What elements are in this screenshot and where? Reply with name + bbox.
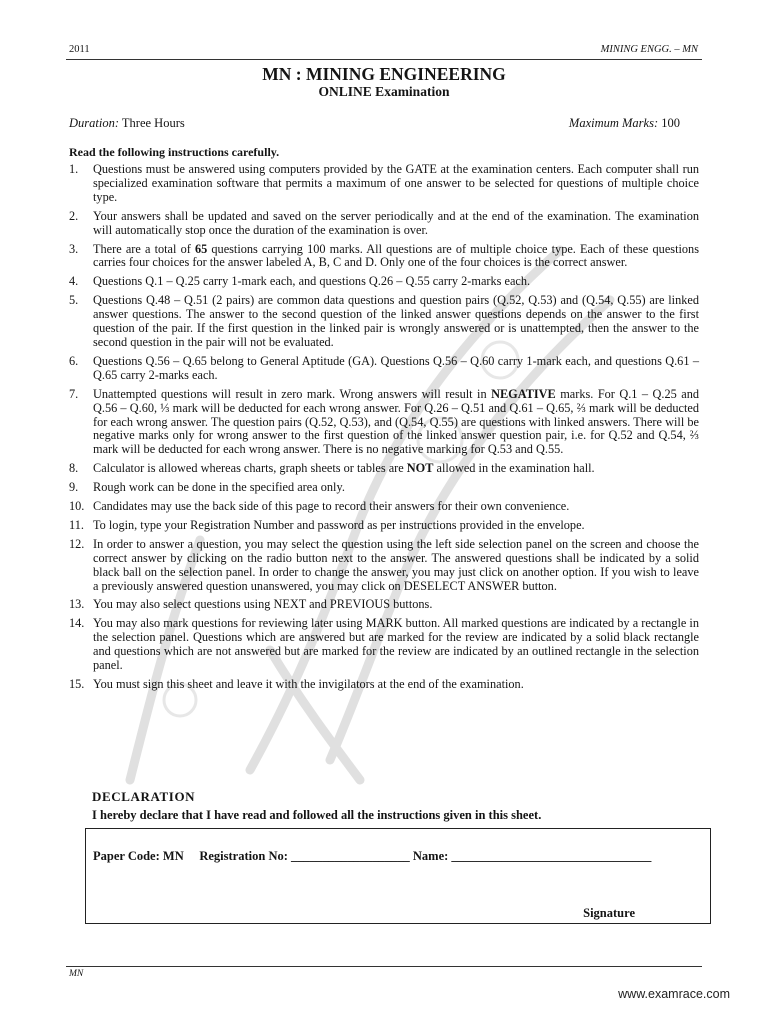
instruction-number: 2.	[69, 208, 79, 223]
instruction-number: 1.	[69, 162, 79, 176]
instruction-item	[69, 538, 699, 594]
instruction-text: Questions Q.1 – Q.25 carry 1-mark each, and questions Q.26 – Q.55 carry 2-marks each.	[93, 274, 531, 289]
instruction-number: 13.	[69, 597, 85, 612]
instruction-emphasis: 65	[194, 241, 208, 256]
instruction-number: 14.	[69, 616, 85, 631]
instruction-emphasis: NOT	[406, 461, 434, 476]
instruction-item	[69, 500, 699, 514]
instruction-item	[69, 243, 699, 271]
instruction-item	[69, 678, 699, 692]
instruction-text: Rough work can be done in the specified area only.	[93, 480, 345, 495]
declaration-box	[85, 828, 711, 924]
declaration-text: I hereby declare that I have read and followed all the instructions given in this sheet.	[92, 808, 542, 822]
page-subtitle: ONLINE Examination	[318, 84, 450, 99]
instruction-number: 12.	[69, 536, 85, 551]
marks-value: 100	[658, 116, 680, 130]
instruction-text: Questions must be answered using computers provided by the GATE at the examination centers. Each computer shall run specialized examination software that permits a maximum of one answer to be selected for questions of multiple choice type.	[93, 162, 699, 204]
instruction-number: 7.	[69, 386, 79, 401]
instruction-number: 11.	[69, 517, 84, 532]
instruction-number: 9.	[69, 480, 79, 495]
footer-website: www.examrace.com	[618, 987, 730, 1001]
registration-field: Registration No: ___________________	[199, 849, 410, 863]
instruction-text: allowed in the examination hall.	[433, 461, 595, 476]
paper-code: Paper Code: MN	[93, 849, 184, 863]
instruction-item	[69, 519, 699, 533]
instruction-text: Calculator is allowed whereas charts, graph sheets or tables are	[93, 461, 407, 476]
instruction-text: You may also mark questions for reviewing later using MARK button. All marked questions are indicated by a rectangle in the selection panel. Questions which are answered but are marked for the review are indicated by a solid black rectangle and questions which are not answered but are marked for the review are indicated by an outlined rectangle in the selection panel.	[93, 616, 699, 673]
instruction-text: In order to answer a question, you may select the question using the left side selection panel on the screen and choose the correct answer by clicking on the radio button next to the answer. The answered questions shall be indicated by a solid black ball on the selection panel. In order to change the answer, you may just click on another option. If you wish to leave a previously answered question unanswered, you may click on DESELECT ANSWER button.	[93, 536, 699, 593]
instruction-item	[69, 210, 699, 238]
duration	[69, 116, 185, 131]
instruction-number: 5.	[69, 293, 79, 308]
declaration-heading: DECLARATION	[92, 789, 196, 804]
signature-label: Signature	[583, 906, 635, 920]
instruction-item	[69, 388, 699, 458]
header-paper: MINING ENGG. – MN	[600, 44, 698, 55]
instruction-text: Questions Q.56 – Q.65 belong to General Aptitude (GA). Questions Q.56 – Q.60 carry 1-mark each, and questions Q.61 – Q.65 carry 2-marks each.	[93, 353, 699, 382]
instruction-text: marks. For Q.1 – Q.25 and Q.56 – Q.60, ⅓ mark will be deducted for each wrong answer. For Q.26 – Q.51 and Q.61 – Q.65, ⅔ mark will be deducted for each wrong answer. The question pairs (Q.52, Q.53), and (Q.54, Q.55) are questions with linked answers. There will be negative marks only for wrong answer to the first question of the linked answer question pair, i.e. for Q.52 and Q.54, ⅔ mark will be deducted for each wrong answer. There is no negative marking for Q.53 and Q.55.	[93, 386, 699, 457]
instruction-text: To login, type your Registration Number and password as per instructions provided in the envelope.	[93, 517, 585, 532]
instruction-item	[69, 598, 699, 612]
marks-label: Maximum Marks:	[568, 116, 659, 130]
instruction-emphasis: NEGATIVE	[491, 386, 556, 401]
instruction-item	[69, 481, 699, 495]
instruction-text: Questions Q.48 – Q.51 (2 pairs) are common data questions and question pairs (Q.52, Q.53) and (Q.54, Q.55) are linked answer questions. The answer to the second question of the linked answer questions depends on the answer to the first question of the pair. If the first question in the linked pair is wrongly answered or is unattempted, then the answer to the second question in the pair will not be evaluated.	[93, 293, 699, 349]
instruction-number: 4.	[69, 274, 79, 289]
instructions-list	[69, 163, 699, 697]
instruction-number: 6.	[69, 353, 79, 368]
instruction-number: 10.	[69, 499, 85, 514]
header-year: 2011	[69, 44, 90, 55]
instruction-item	[69, 355, 699, 383]
instruction-text: Candidates may use the back side of this page to record their answers for their own convenience.	[93, 499, 570, 514]
instruction-number: 3.	[69, 241, 79, 256]
instruction-item	[69, 617, 699, 673]
instruction-text: Unattempted questions will result in zero mark. Wrong answers will result in	[93, 386, 492, 401]
instruction-item	[69, 462, 699, 476]
candidate-details	[93, 849, 651, 864]
duration-value: Three Hours	[119, 116, 185, 130]
instruction-text: You must sign this sheet and leave it with the invigilators at the end of the examination.	[93, 677, 524, 691]
instruction-text: questions carrying 100 marks. All questions are of multiple choice type. Each of these questions carries four choices for the answer labeled A, B, C and D. Only one of the four choices is the correct answer.	[93, 241, 699, 270]
instruction-item	[69, 163, 699, 205]
instruction-number: 8.	[69, 461, 79, 476]
instruction-text: You may also select questions using NEXT and PREVIOUS buttons.	[93, 597, 433, 612]
name-field: Name: ________________________________	[412, 849, 652, 863]
footer-paper-code: MN	[69, 969, 84, 979]
page-title: MN : MINING ENGINEERING	[262, 64, 506, 84]
header-divider	[66, 59, 702, 60]
maximum-marks	[569, 116, 680, 131]
instruction-item	[69, 275, 699, 289]
footer-divider	[66, 966, 702, 967]
instruction-text: There are a total of	[93, 241, 195, 256]
instruction-item	[69, 294, 699, 350]
instructions-heading: Read the following instructions carefully.	[69, 145, 280, 159]
instruction-text: Your answers shall be updated and saved on the server periodically and at the end of the examination. The examination will automatically stop once the duration of the examination is over.	[93, 208, 699, 237]
duration-label: Duration:	[69, 116, 119, 130]
instruction-number: 15.	[69, 677, 85, 691]
